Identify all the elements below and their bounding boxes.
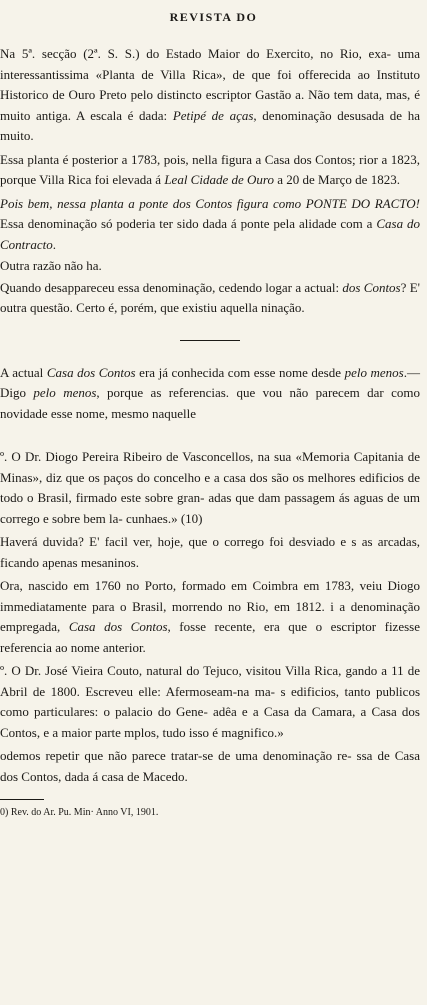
page-body xyxy=(0,44,420,820)
running-header: REVISTA DO xyxy=(169,10,258,24)
paragraph: º. O Dr. Diogo Pereira Ribeiro de Vasconcellos, na sua «Memoria Capitania de Minas», diz que os paços do concelho e a casa dos são os melhores edificios de todo o Brasil, firmado este sobre gran- adas que dam passagem ás aguas de um corrego e sobre bem la- cunhaes.» (10) xyxy=(0,449,420,526)
paragraph: Essa planta é posterior a 1783, pois, nella figura a Casa dos Contos; rior a 1823, porque Villa Rica foi elevada á Leal Cidade de Ouro a 20 de Março de 1823. xyxy=(0,151,420,187)
paragraph: Outra razão não ha. xyxy=(0,258,102,273)
footnote: 0) Rev. do Ar. Pu. Min· Anno VI, 1901. xyxy=(0,807,159,818)
footnote-rule xyxy=(0,799,44,800)
paragraph: A actual Casa dos Contos era já conhecida com esse nome desde pelo menos.—Digo pelo menos, porque as referencias. que vou não parecem dar como novidade esse nome, mesmo naquelle xyxy=(0,364,420,421)
paragraph: Na 5ª. secção (2ª. S. S.) do Estado Maior do Exercito, no Rio, exa- uma interessantissima «Planta de Villa Rica», de que foi offerecida ao Instituto Historico de Ouro Preto pelo distincto escriptor Gastão a. Não tem data, mas, é muito antiga. A escala é dada: Petipé de aças, denominação desusada de ha muito. xyxy=(0,46,420,143)
paragraph: odemos repetir que não parece tratar-se de uma denominação re- ssa de Casa dos Contos, dada á casa de Macedo. xyxy=(0,748,420,784)
paragraph: Haverá duvida? E' facil ver, hoje, que o corrego foi desviado e s as arcadas, ficando apenas mesaninos. xyxy=(0,534,420,570)
paragraph-gap xyxy=(0,425,420,447)
section-divider xyxy=(180,340,240,341)
paragraph: º. O Dr. José Vieira Couto, natural do Tejuco, visitou Villa Rica, gando a 11 de Abril de 1800. Escreveu elle: Afermoseam-na ma- s edificios, tanto publicos como particulares: o palacio do Gene- adêa e a Casa da Camara, a Casa dos Contos, e a maior parte mplos, tudo isso é magnifico.» xyxy=(0,663,420,740)
paragraph: Quando desappareceu essa denominação, cedendo logar a actual: dos Contos? E' outra questão. Certo é, porém, que existiu aquella ninação. xyxy=(0,279,420,315)
paragraph: Pois bem, nessa planta a ponte dos Contos figura como PONTE DO RACTO! Essa denominação só poderia ter sido dada á ponte pela alidade com a Casa do Contracto. xyxy=(0,195,420,252)
paragraph: Ora, nascido em 1760 no Porto, formado em Coimbra em 1783, veiu Diogo immediatamente para o Brasil, morrendo no Rio, em 1812. i a denominação empregada, Casa dos Contos, fosse recente, era que o escriptor fizesse referencia ao nome anterior. xyxy=(0,578,420,655)
